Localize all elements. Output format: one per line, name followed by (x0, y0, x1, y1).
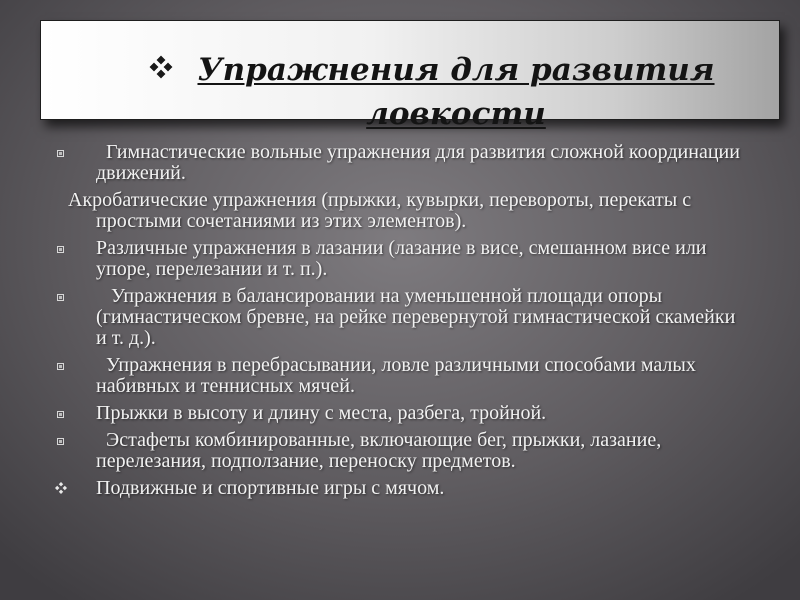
list-item (50, 190, 750, 232)
list-item (50, 478, 750, 499)
square-bullet-icon (57, 411, 64, 418)
list-item (50, 142, 750, 184)
content-list (50, 142, 750, 505)
title-box (40, 20, 780, 132)
square-bullet-icon (57, 150, 64, 157)
title-line-2: ловкости (366, 96, 546, 132)
list-item (50, 355, 750, 397)
list-item (50, 430, 750, 472)
square-bullet-icon (57, 246, 64, 253)
list-item-text: Упражнения в перебрасывании, ловле различными способами малых набивных и теннисных мячей. (96, 354, 701, 397)
list-item-text: Подвижные и спортивные игры с мячом. (96, 477, 445, 499)
square-bullet-icon (57, 363, 64, 370)
list-item-text: Эстафеты комбинированные, включающие бег, прыжки, лазание, перелезания, подползание, переноску предметов. (96, 429, 667, 472)
title-line-1: Упражнения для развития (197, 52, 715, 88)
list-item-text: Упражнения в балансировании на уменьшенной площади опоры (гимнастическом бревне, на рейке перевернутой гимнастической скамейки и т. д.). (96, 285, 741, 349)
list-item-text: Различные упражнения в лазании (лазание в висе, смешанном висе или упоре, перелезании и т. п.). (96, 237, 712, 280)
list-item-text: Гимнастические вольные упражнения для развития сложной координации движений. (96, 141, 745, 184)
list-item (50, 403, 750, 424)
list-item (50, 238, 750, 280)
page-title (111, 48, 800, 136)
list-item-text: Прыжки в высоту и длину с места, разбега, тройной. (96, 402, 547, 424)
square-bullet-icon (57, 294, 64, 301)
diamond-bullet-icon (55, 482, 67, 494)
list-item-text: Акробатические упражнения (прыжки, кувырки, перевороты, перекаты с простыми сочетаниями из этих элементов). (68, 189, 692, 232)
square-bullet-icon (57, 438, 64, 445)
list-item (50, 286, 750, 349)
